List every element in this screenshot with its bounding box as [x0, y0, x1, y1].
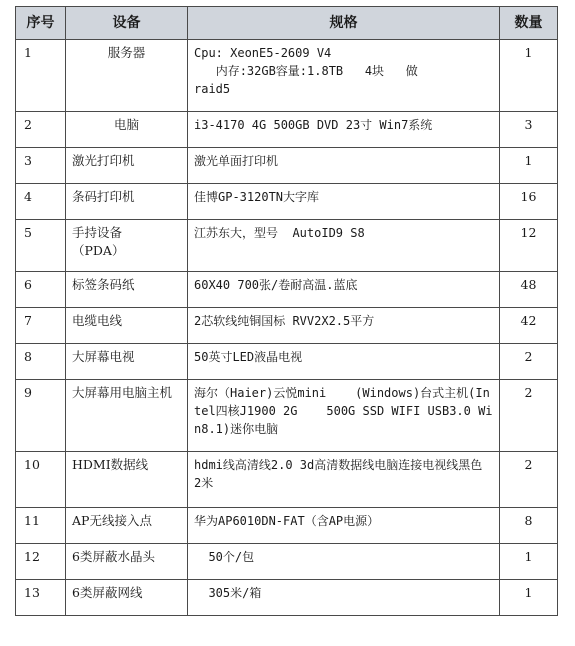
cell-device: AP无线接入点 [66, 508, 188, 544]
cell-specification: hdmi线高清线2.0 3d高清数据线电脑连接电视线黑色 2米 [188, 452, 500, 508]
cell-quantity: 2 [500, 344, 558, 380]
table-row [16, 40, 558, 112]
cell-device: 6类屏蔽网线 [66, 580, 188, 616]
cell-quantity: 2 [500, 452, 558, 508]
table-row [16, 148, 558, 184]
cell-quantity: 3 [500, 112, 558, 148]
cell-device: HDMI数据线 [66, 452, 188, 508]
cell-device: 电脑 [66, 112, 188, 148]
header-serial-number: 序号 [16, 7, 66, 40]
table-body [16, 40, 558, 616]
table-row [16, 380, 558, 452]
cell-specification: 50个/包 [188, 544, 500, 580]
cell-quantity: 12 [500, 220, 558, 272]
cell-serial-number: 6 [16, 272, 66, 308]
header-quantity: 数量 [500, 7, 558, 40]
cell-serial-number: 12 [16, 544, 66, 580]
cell-quantity: 2 [500, 380, 558, 452]
table-row [16, 220, 558, 272]
cell-specification: 305米/箱 [188, 580, 500, 616]
table-row [16, 308, 558, 344]
cell-device: 标签条码纸 [66, 272, 188, 308]
cell-quantity: 48 [500, 272, 558, 308]
table-row [16, 452, 558, 508]
table-row [16, 508, 558, 544]
cell-serial-number: 2 [16, 112, 66, 148]
table-row [16, 580, 558, 616]
cell-device: 电缆电线 [66, 308, 188, 344]
cell-device: 激光打印机 [66, 148, 188, 184]
cell-specification: 海尔（Haier)云悦mini (Windows)台式主机(Intel四核J1900 2G 500G SSD WIFI USB3.0 Win8.1)迷你电脑 [188, 380, 500, 452]
table-row [16, 272, 558, 308]
cell-specification: 华为AP6010DN-FAT（含AP电源） [188, 508, 500, 544]
equipment-list-document [15, 6, 557, 616]
cell-specification: 江苏东大，型号 AutoID9 S8 [188, 220, 500, 272]
cell-serial-number: 8 [16, 344, 66, 380]
cell-serial-number: 10 [16, 452, 66, 508]
cell-quantity: 1 [500, 148, 558, 184]
table-header-row [16, 7, 558, 40]
cell-quantity: 1 [500, 40, 558, 112]
table-row [16, 184, 558, 220]
cell-specification: 佳博GP-3120TN大字库 [188, 184, 500, 220]
cell-quantity: 16 [500, 184, 558, 220]
cell-quantity: 8 [500, 508, 558, 544]
cell-serial-number: 1 [16, 40, 66, 112]
cell-serial-number: 5 [16, 220, 66, 272]
cell-device: 条码打印机 [66, 184, 188, 220]
cell-device: 服务器 [66, 40, 188, 112]
cell-device: 6类屏蔽水晶头 [66, 544, 188, 580]
cell-specification: Cpu: XeonE5-2609 V4 内存:32GB容量:1.8TB 4块 做 raid5 [188, 40, 500, 112]
table-row [16, 112, 558, 148]
cell-specification: 2芯软线纯铜国标 RVV2X2.5平方 [188, 308, 500, 344]
cell-device: 大屏幕用电脑主机 [66, 380, 188, 452]
table-row [16, 344, 558, 380]
cell-specification: 50英寸LED液晶电视 [188, 344, 500, 380]
cell-device: 手持设备 （PDA） [66, 220, 188, 272]
cell-serial-number: 3 [16, 148, 66, 184]
cell-quantity: 42 [500, 308, 558, 344]
cell-serial-number: 11 [16, 508, 66, 544]
cell-quantity: 1 [500, 580, 558, 616]
cell-serial-number: 9 [16, 380, 66, 452]
header-specification: 规格 [188, 7, 500, 40]
cell-specification: i3-4170 4G 500GB DVD 23寸 Win7系统 [188, 112, 500, 148]
table-row [16, 544, 558, 580]
cell-serial-number: 13 [16, 580, 66, 616]
cell-quantity: 1 [500, 544, 558, 580]
cell-specification: 60X40 700张/卷耐高温.蓝底 [188, 272, 500, 308]
header-device: 设备 [66, 7, 188, 40]
cell-serial-number: 7 [16, 308, 66, 344]
cell-serial-number: 4 [16, 184, 66, 220]
cell-specification: 激光单面打印机 [188, 148, 500, 184]
equipment-table [15, 6, 558, 616]
cell-device: 大屏幕电视 [66, 344, 188, 380]
